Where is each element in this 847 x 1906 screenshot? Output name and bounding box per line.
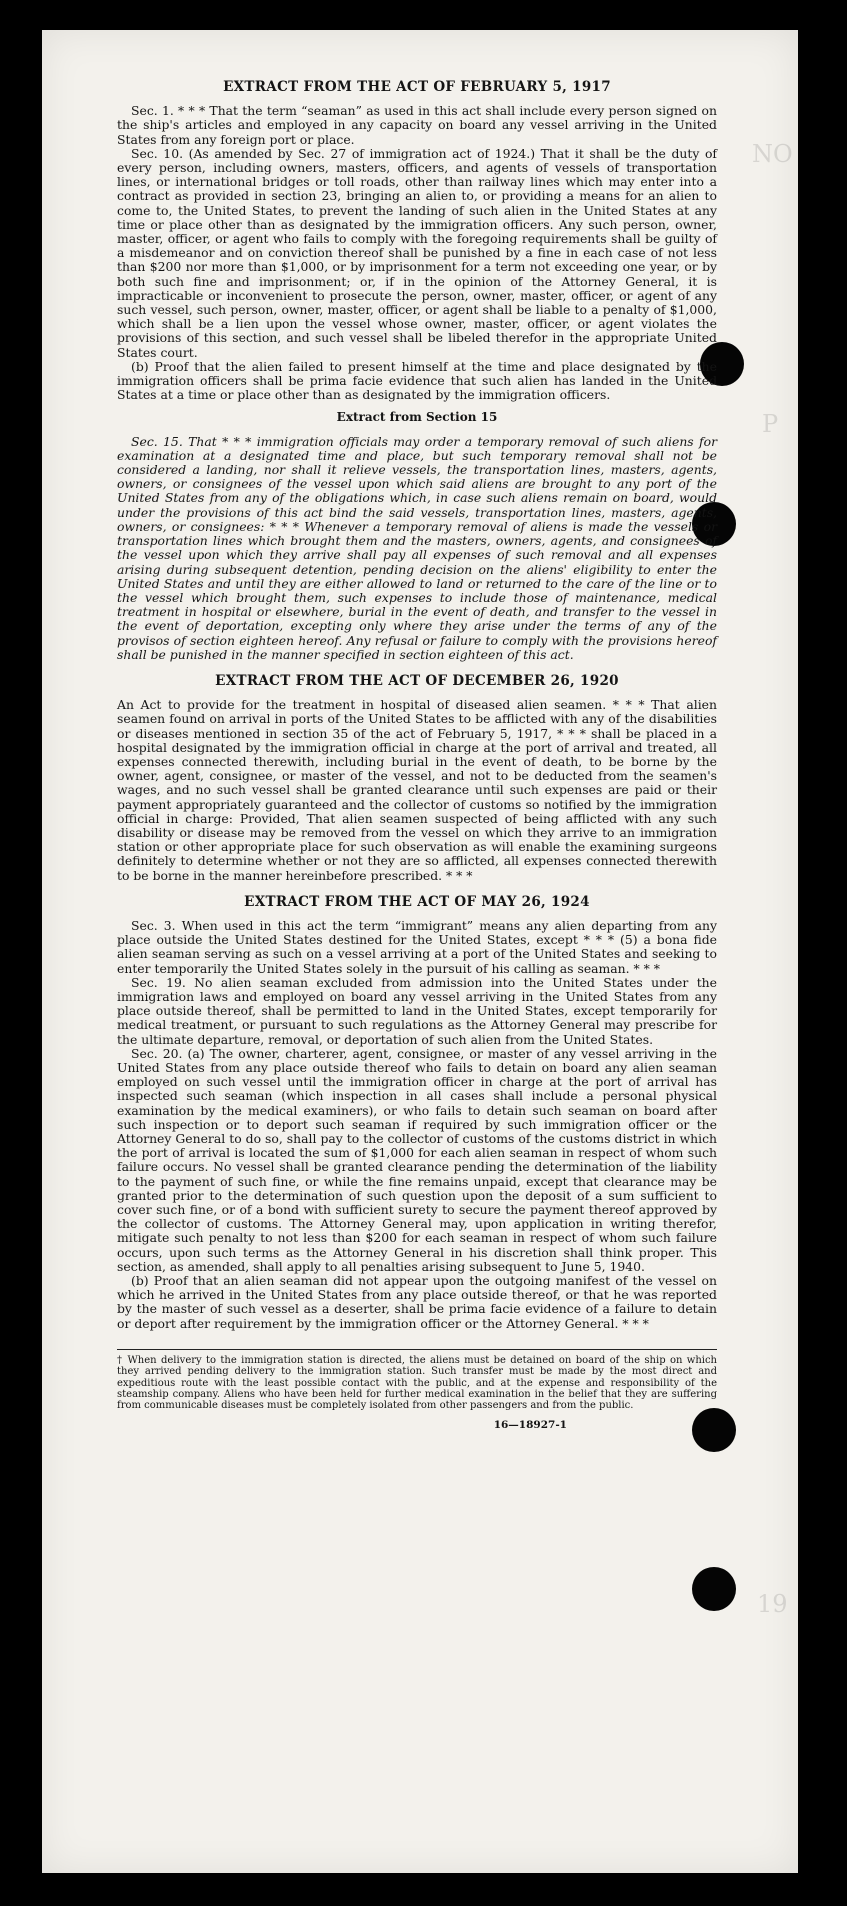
heading-act-feb-1917: EXTRACT FROM THE ACT OF FEBRUARY 5, 1917 <box>223 79 611 95</box>
paragraph-sec-3: Sec. 3. When used in this act the term “immigrant” means any alien departing from any place outside the United States destined for the United States, except * * * (5) a bona fide alien seaman serving as such on a vessel arriving at a port of the United States and seeking to enter temporarily the United States solely in the pursuit of his calling as seaman. * * * <box>117 917 717 976</box>
bleed-through-mark: 19 <box>757 1590 788 1618</box>
footnote: † When delivery to the immigration station is directed, the aliens must be detained on board of the ship on which they arrived pending delivery to the immigration station. Such transfer must be made by the most direct and expeditious route with the least possible contact with the public, and at the expense and responsibility of the steamship company. Aliens who have been held for further medical examination in the belief that they are suffering from communicable diseases must be completely isolated from other passengers and from the public. <box>117 1349 717 1412</box>
paragraph-sec-1: Sec. 1. * * * That the term “seaman” as used in this act shall include every person signed on the ship's articles and employed in any capacity on board any vessel arriving in the United States from any foreign port or place. <box>117 103 717 147</box>
document-text <box>117 80 717 1432</box>
bleed-through-mark: P <box>762 410 779 438</box>
paragraph-sec-19: Sec. 19. No alien seaman excluded from admission into the United States under the immigration laws and employed on board any vessel arriving in the United States from any place outside thereof, shall be permitted to land in the United States, except temporarily for medical treatment, or pursuant to such regulations as the Attorney General may prescribe for the ultimate departure, removal, or deportation of such alien from the United States. <box>117 974 717 1047</box>
paragraph-sec-10: Sec. 10. (As amended by Sec. 27 of immigration act of 1924.) That it shall be the duty of every person, including owners, masters, officers, and agents of vessels of transportation lines, or international bridges or toll roads, other than railway lines which may enter into a contract as provided in section 23, bringing an alien to, or providing a means for an alien to come to, the United States, to prevent the landing of such alien in the United States at any time or place other than as designated by the immigration officers. Any such person, owner, master, officer, or agent who fails to comply with the foregoing requirements shall be guilty of a misdemeanor and on conviction thereof shall be punished by a fine in each case of not less than $200 nor more than $1,000, or by imprisonment for a term not exceeding one year, or by both such fine and imprisonment; or, if in the opinion of the Attorney General, it is impracticable or inconvenient to prosecute the person, owner, master, officer, or agent of any such vessel, such person, owner, master, officer, or agent shall be liable to a penalty of $1,000, which shall be a lien upon the vessel whose owner, master, officer, or agent violates the provisions of this section, and such vessel shall be libeled therefor in the appropriate United States court. <box>117 145 717 360</box>
paragraph-sec-20a: Sec. 20. (a) The owner, charterer, agent, consignee, or master of any vessel arriving in the United States from any place outside thereof who fails to detain on board any alien seaman employed on such vessel until the immigration officer in charge at the port of arrival has inspected such seaman (which inspection in all cases shall include a personal physical examination by the medical examiners), or who fails to detain such seaman on board after such inspection or to deport such seaman if required by such immigration officer or the Attorney General to do so, shall pay to the collector of customs of the customs district in which the port of arrival is located the sum of $1,000 for each alien seaman in respect of whom such failure occurs. No vessel shall be granted clearance pending the determination of the liability to the payment of such fine, or while the fine remains unpaid, except that clearance may be granted prior to the determination of such question upon the deposit of a sum sufficient to cover such fine, or of a bond with sufficient surety to secure the payment thereof approved by the collector of customs. The Attorney General may, upon application in writing therefor, mitigate such penalty to not less than $200 for each seaman in respect of whom such failure occurs, upon such terms as the Attorney General in his discretion shall think proper. This section, as amended, shall apply to all penalties arising subsequent to June 5, 1940. <box>117 1045 717 1274</box>
paragraph-sec-15: Sec. 15. That * * * immigration officials may order a temporary removal of such aliens for examination at a designated time and place, but such temporary removal shall not be considered a landing, nor shall it relieve vessels, the transportation lines, masters, agents, owners, or consignees of the vessel upon which said aliens are brought to any port of the United States from any of the obligations which, in case such aliens remain on board, would under the provisions of this act bind the said vessels, transportation lines, masters, agents, owners, or consignees: * * * Whenever a temporary removal of aliens is made the vessels or transportation lines which brought them and the masters, owners, agents, and consignees of the vessel upon which they arrive shall pay all expenses of such removal and all expenses arising during subsequent detention, pending decision on the aliens' eligibility to enter the United States and until they are either allowed to land or returned to the care of the line or to the vessel which brought them, such expenses to include those of maintenance, medical treatment in hospital or elsewhere, burial in the event of death, and transfer to the vessel in the event of deportation, excepting only where they arise under the terms of any of the provisos of section eighteen hereof. Any refusal or failure to comply with the provisions hereof shall be punished in the manner specified in section eighteen of this act. <box>117 433 717 662</box>
form-number: 16—18927-1 <box>493 1418 567 1431</box>
heading-section-15: Extract from Section 15 <box>336 410 498 425</box>
heading-act-may-1924: EXTRACT FROM THE ACT OF MAY 26, 1924 <box>244 893 590 910</box>
heading-act-dec-1920: EXTRACT FROM THE ACT OF DECEMBER 26, 1920 <box>215 672 619 689</box>
bleed-through-mark: NO <box>752 140 793 168</box>
document-page <box>42 30 798 1873</box>
paragraph-sec-20b: (b) Proof that an alien seaman did not appear upon the outgoing manifest of the vessel on which he arrived in the United States from any place outside thereof, or that he was reported by the master of such vessel as a deserter, shall be prima facie evidence of a failure to detain or deport after requirement by the immigration officer or the Attorney General. * * * <box>117 1273 717 1331</box>
paragraph-act-1920: An Act to provide for the treatment in hospital of diseased alien seamen. * * * That alien seamen found on arrival in ports of the United States to be afflicted with any of the disabilities or diseases mentioned in section 35 of the act of February 5, 1917, * * * shall be placed in a hospital designated by the immigration official in charge at the port of arrival and treated, all expenses connected therewith, including burial in the event of death, to be borne by the owner, agent, consignee, or master of the vessel, and not to be deducted from the seamen's wages, and no such vessel shall be granted clearance until such expenses are paid or their payment appropriately guaranteed and the collector of customs so notified by the immigration official in charge: Provided, That alien seamen suspected of being afflicted with any such disability or disease may be removed from the vessel on which they arrive to an immigration station or other appropriate place for such observation as will enable the examining surgeons definitely to determine whether or not they are so afflicted, all expenses connected therewith to be borne in the manner hereinbefore prescribed. * * * <box>117 697 717 883</box>
paragraph-sec-10b: (b) Proof that the alien failed to present himself at the time and place designated by the immigration officers shall be prima facie evidence that such alien has landed in the United States at a time or place other than as designated by the immigration officers. <box>117 358 717 403</box>
punch-hole <box>692 1567 736 1611</box>
